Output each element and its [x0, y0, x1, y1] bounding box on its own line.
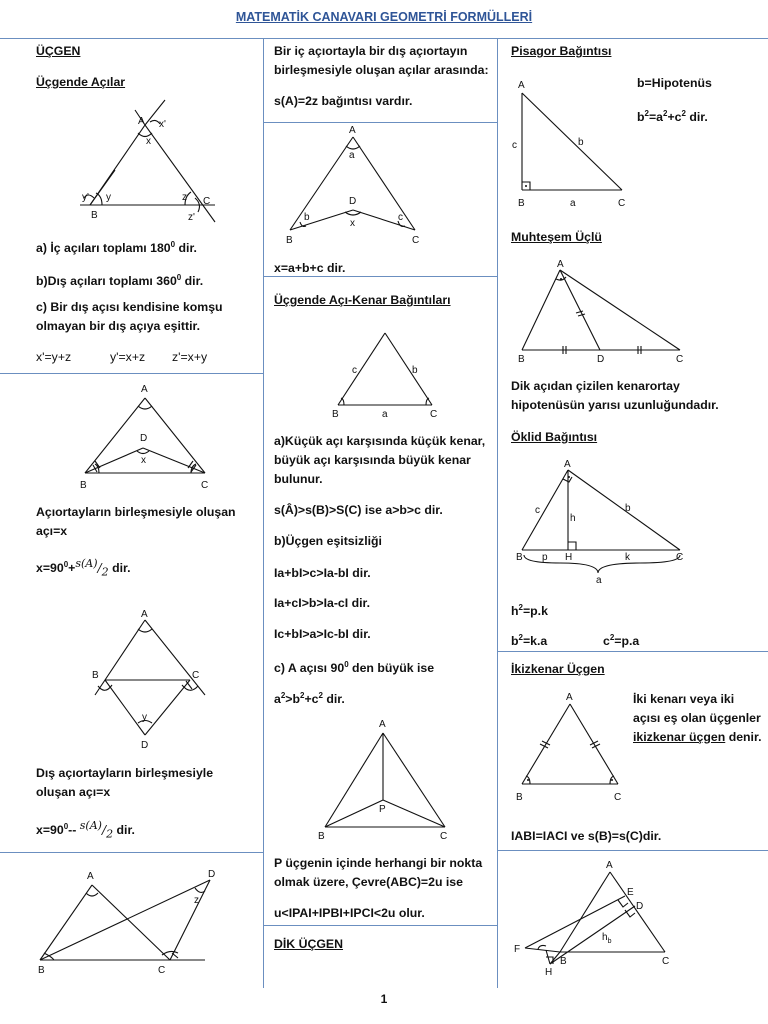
triangle-inequality-1: Ia+bI>c>Ia-bI dir. [274, 566, 371, 580]
fig2-label-A: A [141, 384, 148, 395]
fig4-label-z: z [194, 895, 199, 906]
euclid-c-squared: $c^2=p.a$ [603, 633, 640, 649]
fig9-label-A: A [557, 259, 564, 270]
figure-euclid-relations [510, 455, 690, 585]
fig9-label-C: C [676, 354, 684, 365]
fig5-label-c: c [398, 212, 403, 223]
fig8-label-C: C [618, 198, 626, 209]
fig3-label-B: B [92, 670, 99, 681]
fig1-label-y: y [106, 192, 111, 203]
figure-exterior-bisectors [80, 605, 220, 755]
fig10-label-H: H [565, 552, 573, 563]
fig1-label-B: B [91, 210, 98, 221]
fig6-label-B: B [332, 409, 339, 420]
fig12-label-C: C [662, 956, 670, 967]
rule-c-exterior-angle: c) Bir dış açısı kendisine komşu olmayan bir dış açıya eşittir. [36, 300, 223, 333]
fig1-label-z1: z' [188, 212, 195, 223]
fig1-label-x1: x' [159, 119, 166, 130]
fig1-label-z: z [182, 192, 187, 203]
fig6-label-c: c [352, 365, 357, 376]
fig1-label-x: x [146, 136, 151, 147]
fig4-label-C: C [158, 965, 166, 976]
page-number: 1 [380, 992, 388, 1006]
fig9-label-D: D [597, 354, 605, 365]
fig2-label-D: D [140, 433, 148, 444]
euclid-h-squared: $h^2=p.k$ [511, 603, 548, 619]
obtuse-angle-condition: c) A açısı $90^0$ den büyük ise [274, 660, 435, 676]
fig10-label-A: A [564, 459, 571, 470]
fig12-label-E: E [627, 887, 634, 898]
fig5-label-b: b [304, 212, 310, 223]
fig3-label-C: C [192, 670, 200, 681]
isosceles-definition: İki kenarı veya iki açısı eş olan üçgenler ikizkenar üçgen denir. [633, 692, 762, 744]
col2-rule-2 [263, 276, 497, 277]
fig5-label-a: a [349, 150, 355, 161]
fig5-label-x: x [350, 218, 355, 229]
fig10-label-B: B [516, 552, 523, 563]
eq-y-prime: y'=x+z [110, 350, 146, 364]
col-divider-1 [263, 38, 264, 988]
fig6-label-C: C [430, 409, 438, 420]
fig4-label-D: D [208, 869, 216, 880]
relation-x-sum: x=a+b+c dir. [274, 261, 346, 275]
col-divider-2 [497, 38, 498, 988]
fig3-label-A: A [141, 609, 148, 620]
rule-a-interior-sum: a) İç açıları toplamı $180^0$ dir. [36, 240, 197, 256]
fig10-label-k: k [625, 552, 630, 563]
triangle-inequality-2: Ia+cI>b>Ia-cI dir. [274, 596, 371, 610]
fig12-label-A: A [606, 860, 613, 871]
isosceles-rule: IABI=IACI ve s(B)=s(C)dir. [511, 829, 662, 843]
fig12-label-H: H [545, 967, 553, 978]
section-pythagoras: Pisagor Bağıntısı [511, 44, 612, 58]
fig8-label-a: a [570, 198, 576, 209]
fig1-label-A: A [138, 116, 145, 127]
fig12-label-F: F [514, 944, 521, 955]
page-title: MATEMATİK CANAVARI GEOMETRİ FORMÜLLERİ [235, 10, 533, 24]
perimeter-condition: P üçgenin içinde herhangi bir nokta olmak üzere, Çevre(ABC)=2u ise [274, 856, 483, 889]
fig8-label-b: b [578, 137, 584, 148]
rule-b-exterior-sum: b)Dış açıları toplamı $360^0$ dir. [36, 273, 204, 289]
fig10-label-a: a [596, 575, 602, 586]
figure-interior-exterior-bisector [30, 865, 230, 980]
fig9-label-B: B [518, 354, 525, 365]
fig10-label-b: b [625, 503, 631, 514]
fig12-label-D: D [636, 901, 644, 912]
figure-isosceles-heights [510, 860, 690, 980]
fig4-label-B: B [38, 965, 45, 976]
obtuse-angle-inequality: $a^2>b^2+c^2$ dir. [274, 691, 345, 707]
fig7-label-A: A [379, 719, 386, 730]
fig2-label-C: C [201, 480, 209, 491]
fig12-label-B: B [560, 956, 567, 967]
col3-rule-2 [497, 850, 768, 851]
fig7-label-P: P [379, 804, 386, 815]
col2-rule-3 [263, 925, 497, 926]
fig8-label-c: c [512, 140, 517, 151]
eq-x-prime: x'=y+z [36, 350, 72, 364]
fig10-label-C: C [676, 552, 684, 563]
figure-isosceles-triangle [510, 690, 635, 810]
fig10-label-h: h [570, 513, 576, 524]
fig8-label-A: A [518, 80, 525, 91]
figure-concave-quadrilateral [280, 122, 430, 247]
section-ucgen: ÜÇGEN [36, 44, 81, 58]
figure-angle-side-triangle [330, 325, 445, 420]
fig5-label-A: A [349, 125, 356, 136]
section-angle-side: Üçgende Açı-Kenar Bağıntıları [274, 293, 451, 307]
bisector-text: Açıortayların birleşmesiyle oluşan açı=x [36, 505, 236, 538]
fig12-label-hb: $h_b$ [602, 932, 612, 945]
fig3-label-y: y [142, 712, 147, 723]
subsection-angles: Üçgende Açılar [36, 75, 126, 89]
fig2-label-B: B [80, 480, 87, 491]
col3-rule-1 [497, 651, 768, 652]
triangle-inequality-title: b)Üçgen eşitsizliği [274, 534, 382, 548]
pythagoras-formula: $b^2=a^2+c^2$ dir. [637, 109, 708, 125]
fig1-label-y1: y' [82, 192, 89, 203]
figure-right-triangle [510, 78, 635, 213]
hypotenuse-label: b=Hipotenüs [637, 76, 712, 90]
fig7-label-C: C [440, 831, 448, 842]
fig5-label-D: D [349, 196, 357, 207]
relation-s-a-2z: s(A)=2z bağıntısı vardır. [274, 94, 413, 108]
angle-side-inequality: s(Â)>s(B)>S(C) ise a>b>c dir. [274, 503, 443, 517]
fig8-label-B: B [518, 198, 525, 209]
section-magnificent-three: Muhteşem Üçlü [511, 230, 602, 244]
fig2-label-x: x [141, 455, 146, 466]
figure-interior-point [310, 715, 460, 845]
fig10-label-c: c [535, 505, 540, 516]
section-euclid: Öklid Bağıntısı [511, 430, 598, 444]
fig11-label-B: B [516, 792, 523, 803]
euclid-b-squared: $b^2=k.a$ [511, 633, 548, 649]
figure-median-to-hypotenuse [510, 255, 690, 370]
eq-z-prime: z'=x+y [172, 350, 208, 364]
fig6-label-b: b [412, 365, 418, 376]
figure-exterior-angles [70, 100, 230, 230]
median-property-text: Dik açıdan çizilen kenarortay hipotenüsün yarısı uzunluğundadır. [511, 379, 719, 412]
col1-rule-2 [0, 852, 263, 853]
triangle-inequality-3: Ic+bI>a>Ic-bI dir. [274, 627, 371, 641]
exterior-bisector-formula: $x=90^0--$ $^{s(A)}/_2$ dir. [36, 819, 135, 841]
fig10-label-p: p [542, 552, 548, 563]
rule-small-angle-small-side: a)Küçük açı karşısında küçük kenar, büyük açı karşısında büyük kenar bulunur. [274, 434, 486, 486]
figure-interior-bisectors [75, 378, 215, 493]
fig5-label-C: C [412, 235, 420, 246]
bisector-formula: $x=90^0+^{s(A)}/_2$ dir. [36, 557, 131, 579]
fig7-label-B: B [318, 831, 325, 842]
intro-bisector-relation: Bir iç açıortayla bir dış açıortayın birleşmesiyle oluşan açılar arasında: [274, 44, 489, 77]
section-isosceles: İkizkenar Üçgen [511, 662, 605, 676]
section-right-triangle: DİK ÜÇGEN [274, 937, 344, 951]
exterior-bisector-text: Dış açıortayların birleşmesiyle oluşan açı=x [36, 766, 214, 799]
col1-rule-1 [0, 373, 263, 374]
fig11-label-A: A [566, 692, 573, 703]
fig4-label-A: A [87, 871, 94, 882]
fig1-label-C: C [203, 196, 211, 207]
fig6-label-a: a [382, 409, 388, 420]
fig3-label-D: D [141, 740, 149, 751]
top-rule [0, 38, 768, 39]
fig11-label-C: C [614, 792, 622, 803]
perimeter-inequality: u<IPAI+IPBI+IPCI<2u olur. [274, 906, 425, 920]
fig5-label-B: B [286, 235, 293, 246]
